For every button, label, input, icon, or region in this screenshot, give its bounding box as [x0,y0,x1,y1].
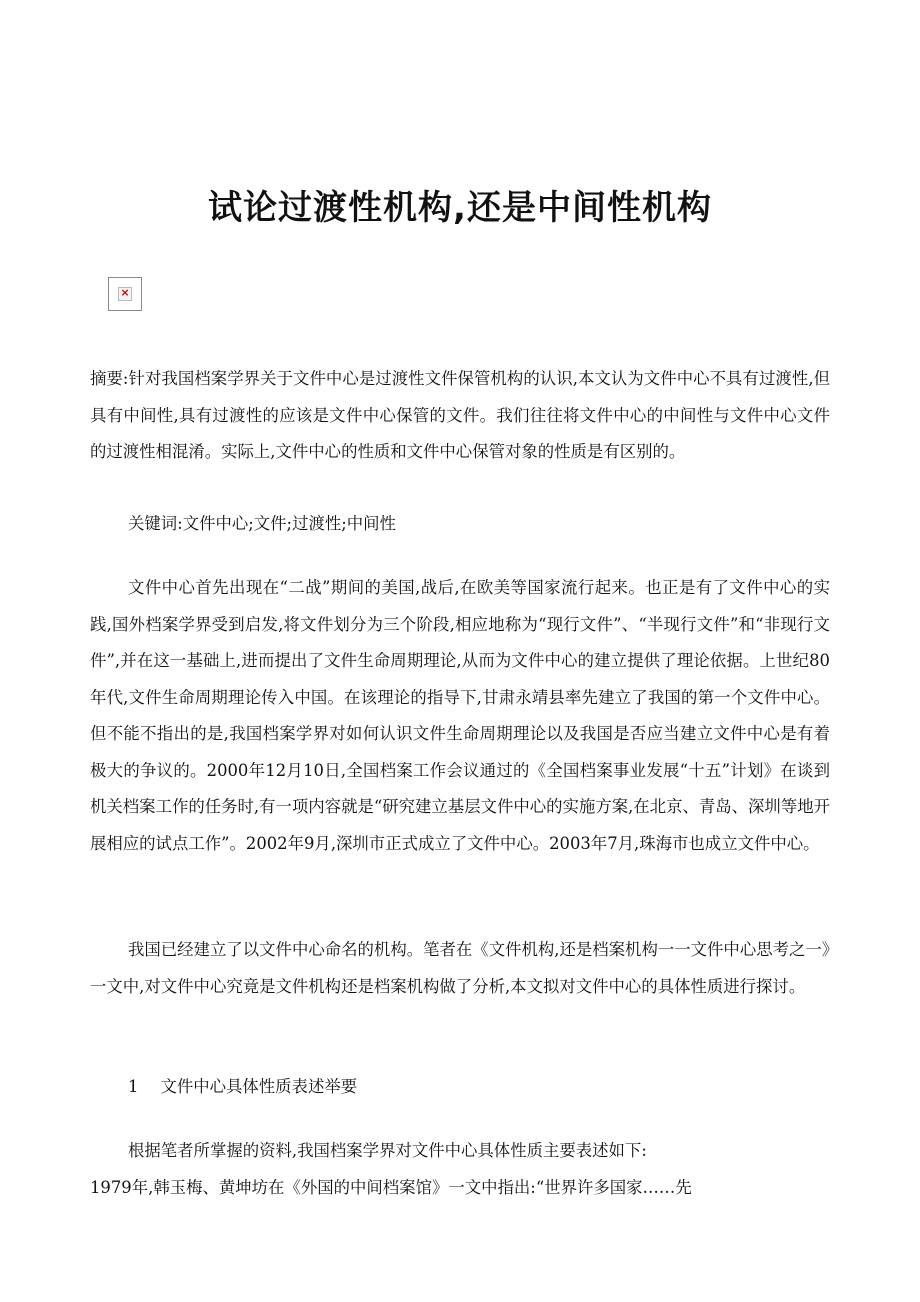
keywords-line: 关键词:文件中心;文件;过渡性;中间性 [128,514,396,533]
body-paragraph-1: 文件中心首先出现在“二战”期间的美国,战后,在欧美等国家流行起来。也正是有了文件中心的实践,国外档案学界受到启发,将文件划分为三个阶段,相应地称为“现行文件”、“半现行文件”和“非现行文件”,并在这一基础上,进而提出了文件生命周期理论,从而为文件中心的建立提供了理论依据。上世纪80年代,文件生命周期理论传入中国。在该理论的指导下,甘肃永靖县率先建立了我国的第一个文件中心。但不能不指出的是,我国档案学界对如何认识文件生命周期理论以及我国是否应当建立文件中心是有着极大的争议的。2000年12月10日,全国档案工作会议通过的《全国档案事业发展“十五”计划》在谈到机关档案工作的任务时,有一项内容就是“研究建立基层文件中心的实施方案,在北京、青岛、深圳等地开展相应的试点工作”。2002年9月,深圳市正式成立了文件中心。2003年7月,珠海市也成立文件中心。 [90,578,831,853]
body-paragraph-2: 我国已经建立了以文件中心命名的机构。笔者在《文件机构,还是档案机构一一文件中心思考之一》一文中,对文件中心究竟是文件机构还是档案机构做了分析,本文拟对文件中心的具体性质进行探讨。 [90,940,830,996]
document-title: 试论过渡性机构,还是中间性机构 [208,188,712,228]
section-heading-1 [90,1069,830,1106]
abstract-paragraph: 摘要:针对我国档案学界关于文件中心是过渡性文件保管机构的认识,本文认为文件中心不具有过渡性,但具有中间性,具有过渡性的应该是文件中心保管的文件。我们往往将文件中心的中间性与文件中心文件的过渡性相混淆。实际上,文件中心的性质和文件中心保管对象的性质是有区别的。 [90,369,830,461]
body-paragraph-3: 根据笔者所掌握的资料,我国档案学界对文件中心具体性质主要表述如下: [128,1141,647,1160]
section-heading-text: 文件中心具体性质表述举要 [160,1077,358,1096]
section-number: 1 [128,1077,139,1096]
body-paragraph-4: 1979年,韩玉梅、黄坤坊在《外国的中间档案馆》一文中指出:“世界许多国家……先 [90,1178,692,1197]
broken-image-icon: × [108,277,142,311]
